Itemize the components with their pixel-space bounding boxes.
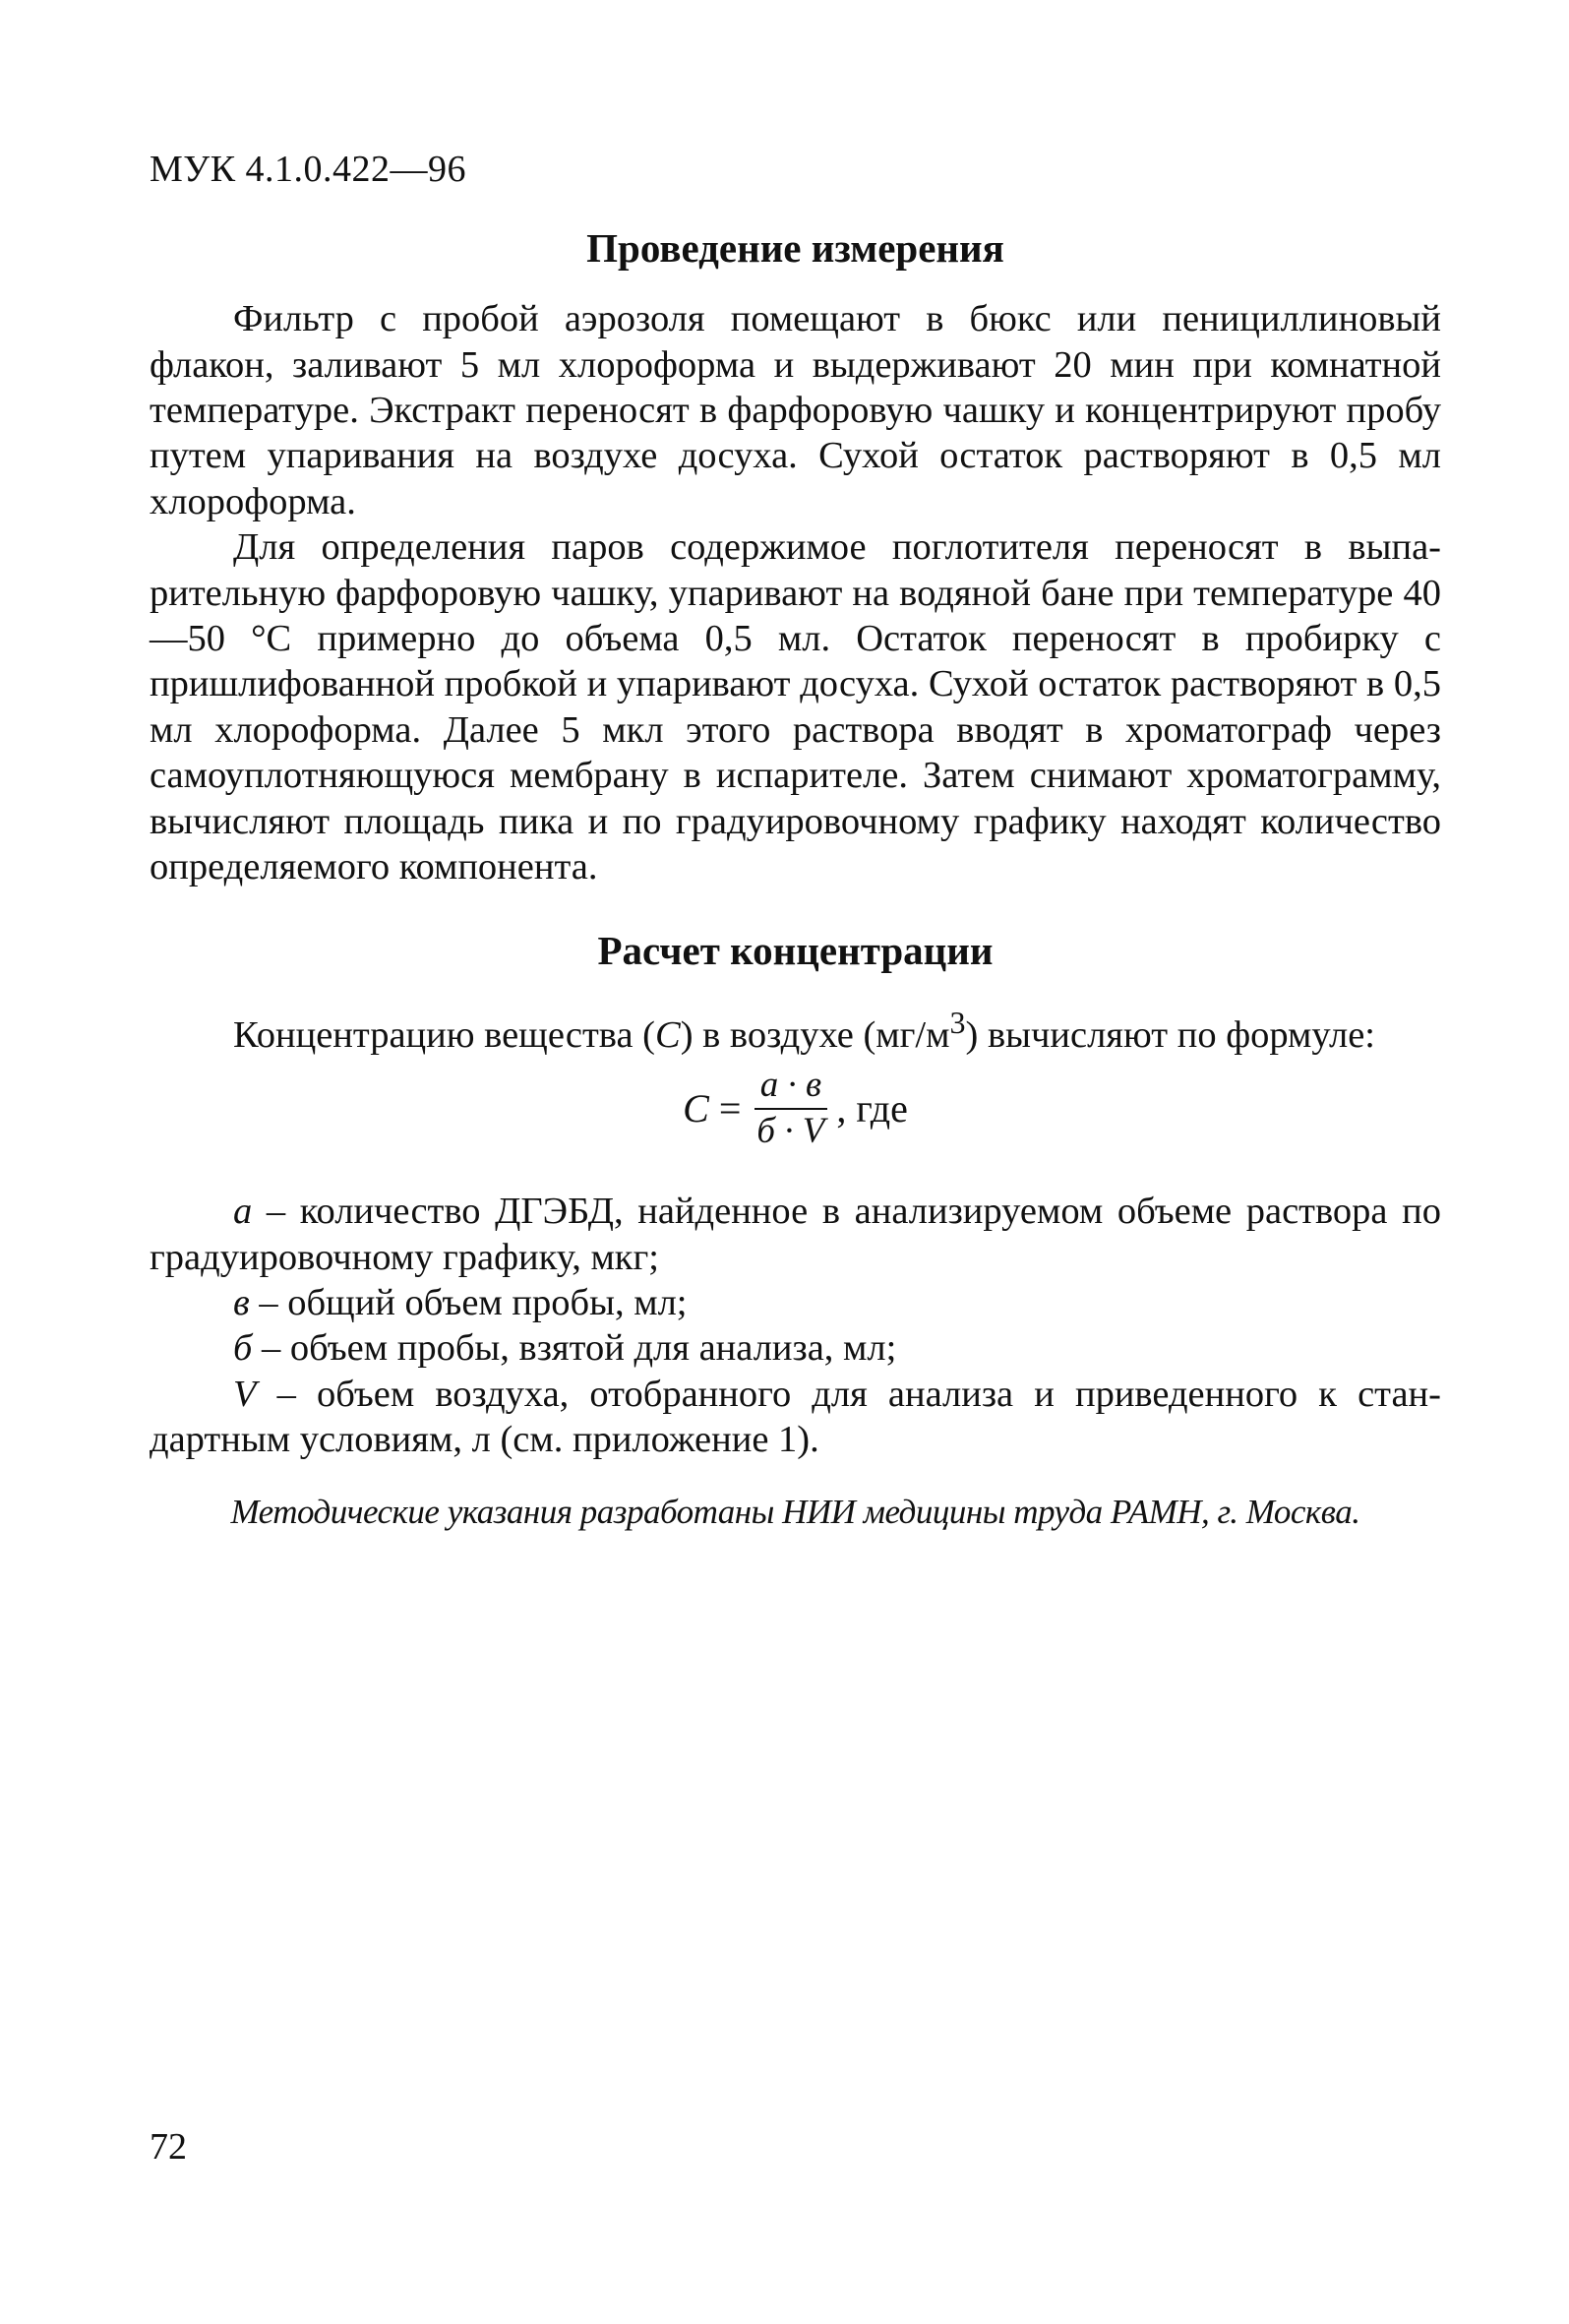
authorship-credit: Методические указания разработаны НИИ медицины труда РАМН, г. Москва.: [230, 1492, 1360, 1531]
variable-definition: [150, 1372, 1441, 1463]
variable-definition: [150, 1189, 1441, 1280]
formula-intro-text: ) вычисляют по формуле:: [965, 1013, 1375, 1056]
unit-superscript: 3: [949, 1004, 966, 1040]
variable-symbol: V: [233, 1373, 257, 1415]
variable-symbol: б: [233, 1327, 253, 1370]
concentration-formula: [150, 1066, 1441, 1151]
variable-description: – общий объем пробы, мл;: [249, 1282, 688, 1324]
variable-definition: [150, 1325, 1441, 1371]
formula-denominator: б · V: [756, 1110, 825, 1151]
variable-symbol: а: [233, 1191, 253, 1233]
formula-lhs: С: [683, 1086, 709, 1131]
paragraph: Для определения паров содержимое поглотителя переносят в выпарительную фарфоровую чашку, упаривают на водяной бане при температуре 40—50 °С примерно до объема 0,5 мл. Остаток переносят в пробирку с пришлифованной пробкой и упаривают досуха. Сухой остаток растворяют в 0,5 мл хлороформа. Далее 5 мкл этого раствора вводят в хроматограф через самоуплотняющуюся мембрану в испарителе. Затем снимают хроматограмму, вычисляют площадь пика и по градуировочному графику находят количество определяемого компонента.: [150, 526, 1441, 888]
formula-suffix: , где: [836, 1086, 908, 1131]
formula-intro-text: ) в воздухе (мг/м: [680, 1013, 950, 1056]
section-title-concentration: Расчет концентрации: [597, 928, 994, 974]
section-title-measurement: Проведение измерения: [586, 225, 1004, 271]
page-content: [150, 224, 1441, 1532]
variable-symbol: в: [233, 1282, 250, 1324]
running-head: МУК 4.1.0.422—96: [150, 149, 467, 190]
variable-description: – объем пробы, взятой для анализа, мл;: [252, 1327, 897, 1370]
concentration-symbol: С: [655, 1013, 681, 1056]
formula-intro: [150, 1000, 1441, 1058]
page-number: 72: [150, 2126, 187, 2168]
paragraph: Фильтр с пробой аэрозоля помещают в бюкс или пенициллиновый флакон, заливают 5 мл хлороформа и выдерживают 20 мин при комнатной температуре. Экстракт переносят в фарфоровую чашку и концентрируют пробу путем упаривания на воздухе досуха. Сухой остаток растворяют в 0,5 мл хлороформа.: [150, 298, 1441, 522]
variable-description: – объем воздуха, отобранного для анализа и приведенного к стандартным условиям, л (см. приложение 1).: [150, 1373, 1441, 1461]
variable-definition: [150, 1280, 1441, 1325]
formula-equals: =: [718, 1086, 742, 1131]
formula-numerator: а · в: [754, 1066, 827, 1110]
formula-intro-text: Концентрацию вещества (: [233, 1013, 655, 1056]
formula-fraction: [751, 1066, 830, 1151]
variable-description: – количество ДГЭБД, найденное в анализируемом объеме раствора по градуировочному графику, мкг;: [150, 1191, 1441, 1278]
